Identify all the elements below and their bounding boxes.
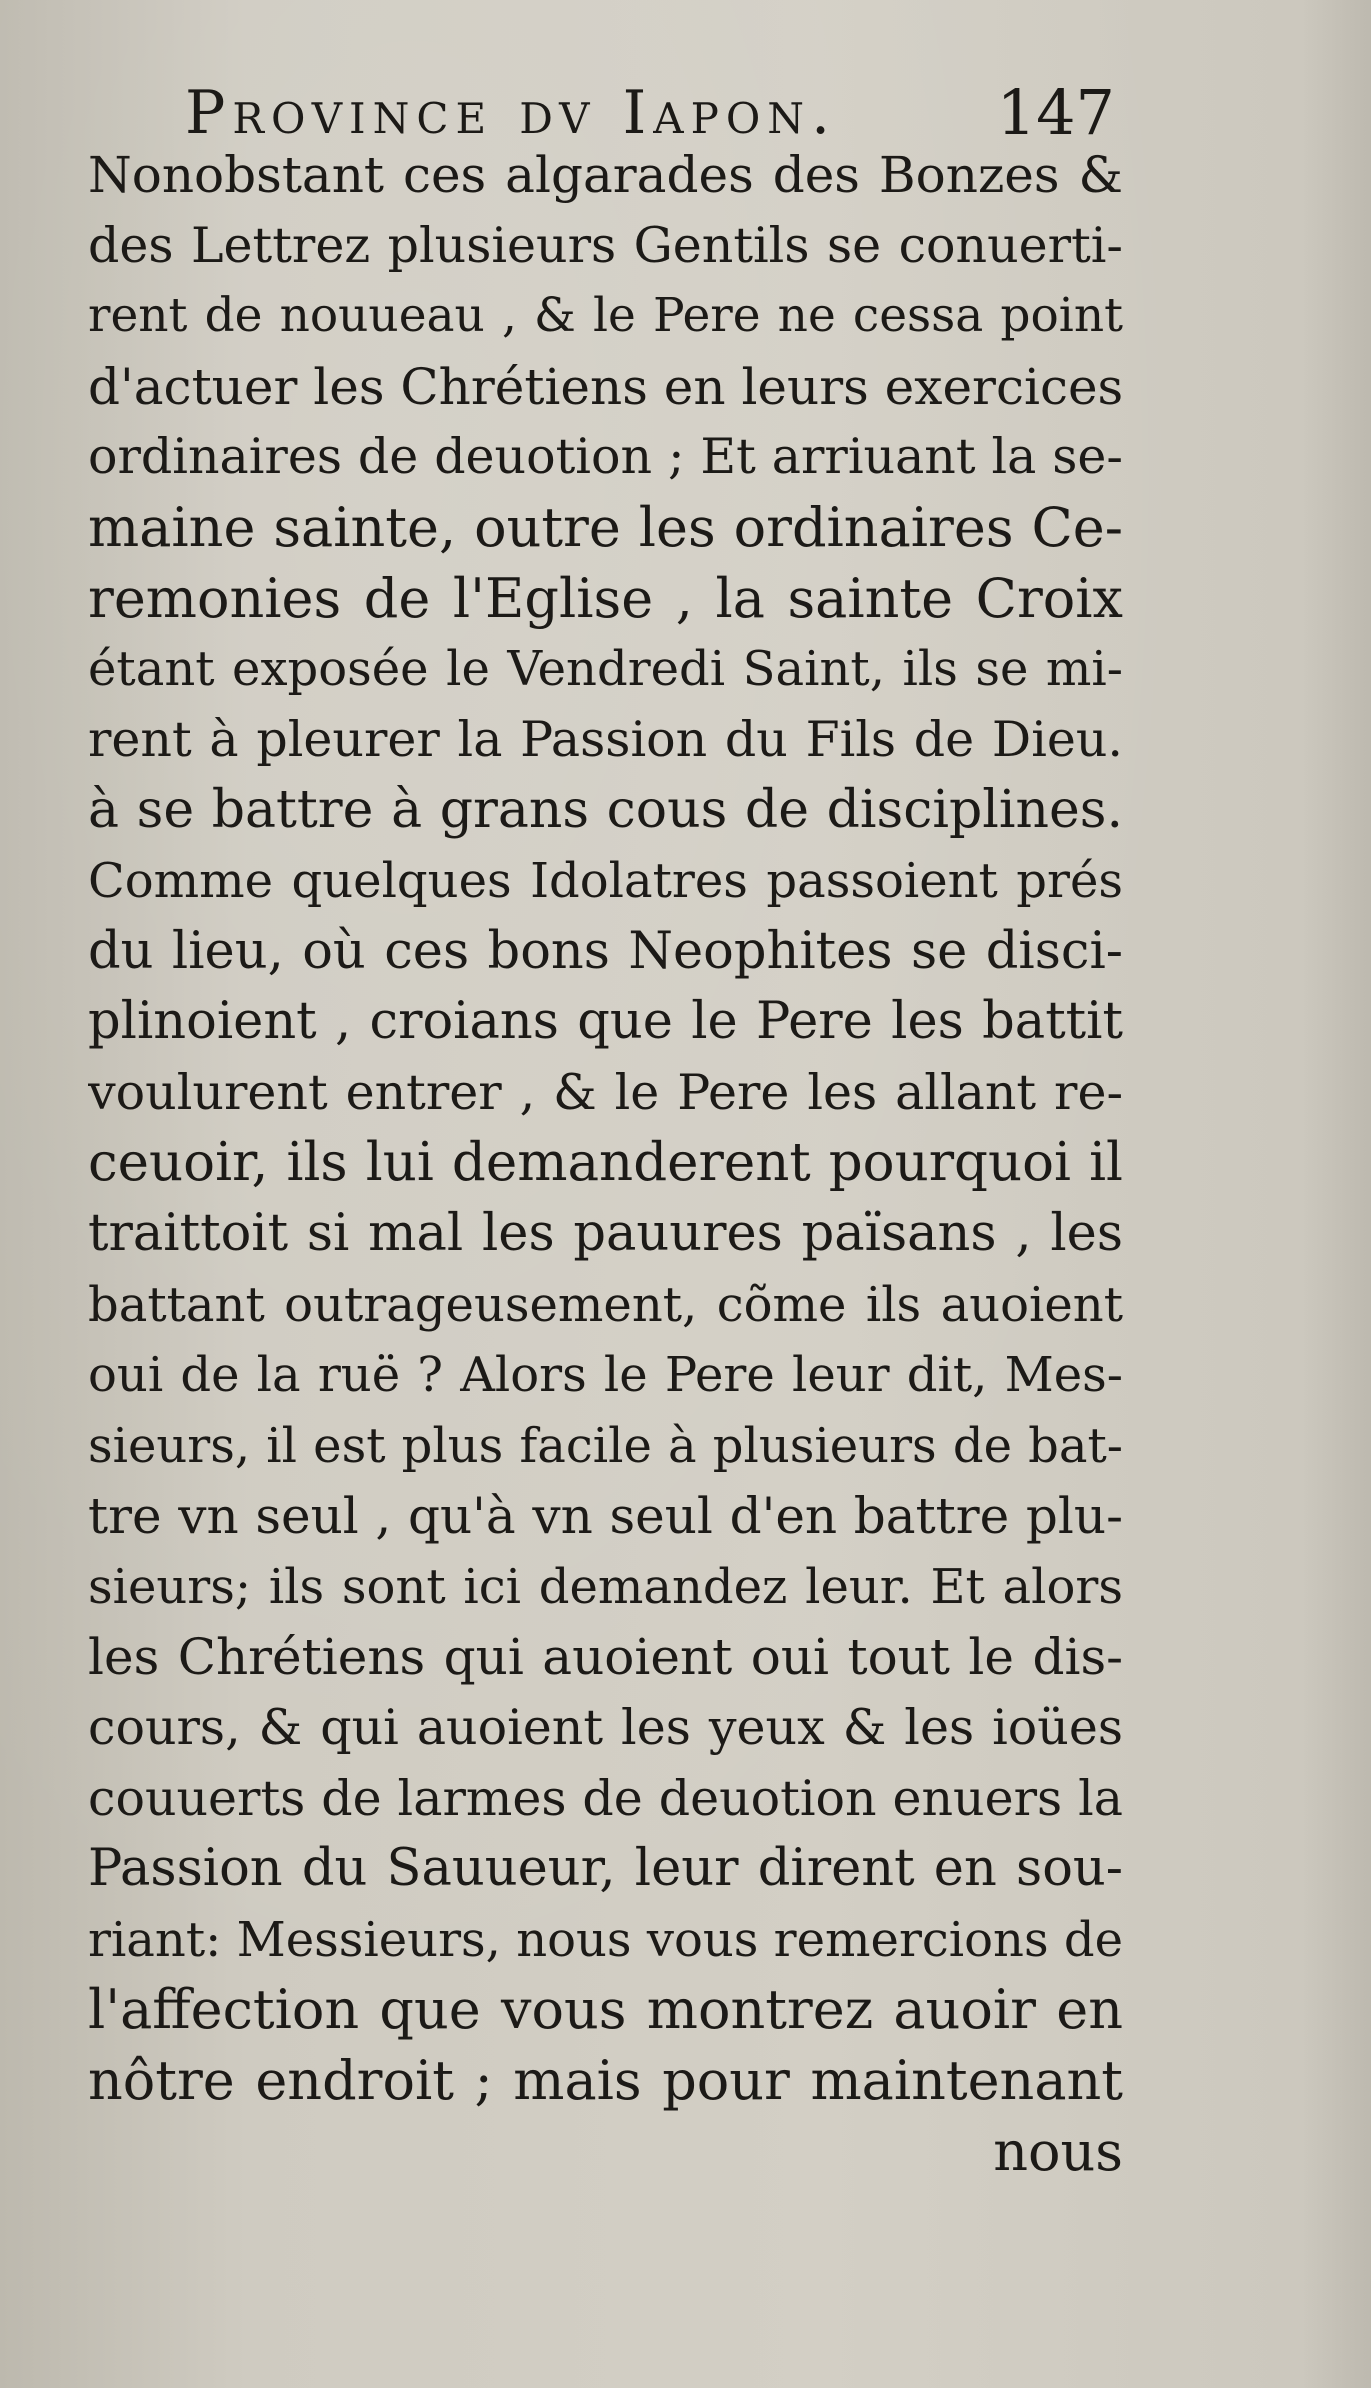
text-line: riant: Messieurs, nous vous remercions de <box>88 1911 1123 1968</box>
text-line: couuerts de larmes de deuotion enuers la <box>88 1769 1123 1827</box>
text-line: ordinaires de deuotion ; Et arriuant la se- <box>88 428 1123 486</box>
text-line: Passion du Sauueur, leur dirent en sou- <box>88 1839 1123 1899</box>
running-title: Province dv Iapon. <box>185 78 838 148</box>
text-line: traittoit si mal les pauures païsans , les <box>88 1203 1123 1263</box>
text-line: sieurs; ils sont ici demandez leur. Et alors <box>88 1558 1123 1615</box>
page-number: 147 <box>996 76 1115 149</box>
text-line: nôtre endroit ; mais pour maintenant <box>88 2049 1123 2113</box>
page-edge-shadow <box>1301 0 1371 2388</box>
text-line: l'affection que vous montrez auoir en <box>88 1978 1123 2042</box>
text-line: étant exposée le Vendredi Saint, ils se mi- <box>88 641 1123 698</box>
catchword: nous <box>993 2119 1123 2183</box>
text-line: les Chrétiens qui auoient oui tout le dis- <box>88 1628 1123 1687</box>
text-line: rent à pleurer la Passion du Fils de Dieu. <box>88 710 1123 768</box>
text-line: à se battre à grans cous de disciplines. <box>88 780 1123 841</box>
text-line: plinoient , croians que le Pere les battit <box>88 992 1123 1052</box>
text-line: maine sainte, outre les ordinaires Ce- <box>88 495 1123 559</box>
text-line: Comme quelques Idolatres passoient prés <box>88 852 1123 909</box>
text-line: rent de nouueau , & le Pere ne cessa point <box>88 288 1123 344</box>
text-line: du lieu, où ces bons Neophites se disci- <box>88 921 1123 981</box>
text-line: battant outrageusement, cõme ils auoient <box>88 1276 1123 1333</box>
text-line: des Lettrez plusieurs Gentils se conuerti- <box>88 216 1123 274</box>
text-line: d'actuer les Chrétiens en leurs exercices <box>88 357 1123 416</box>
text-line: Nonobstant ces algarades des Bonzes & <box>88 146 1123 204</box>
text-line: ceuoir, ils lui demanderent pourquoi il <box>88 1132 1123 1194</box>
body-text <box>88 140 1123 2187</box>
text-line: oui de la ruë ? Alors le Pere leur dit, Mes- <box>88 1347 1123 1404</box>
text-line: tre vn seul , qu'à vn seul d'en battre plu- <box>88 1487 1123 1546</box>
text-line: voulurent entrer , & le Pere les allant re- <box>88 1063 1123 1121</box>
text-line: sieurs, il est plus facile à plusieurs de bat- <box>88 1417 1123 1474</box>
text-line: cours, & qui auoient les yeux & les ioües <box>88 1699 1123 1757</box>
text-line: remonies de l'Eglise , la sainte Croix <box>88 566 1123 630</box>
